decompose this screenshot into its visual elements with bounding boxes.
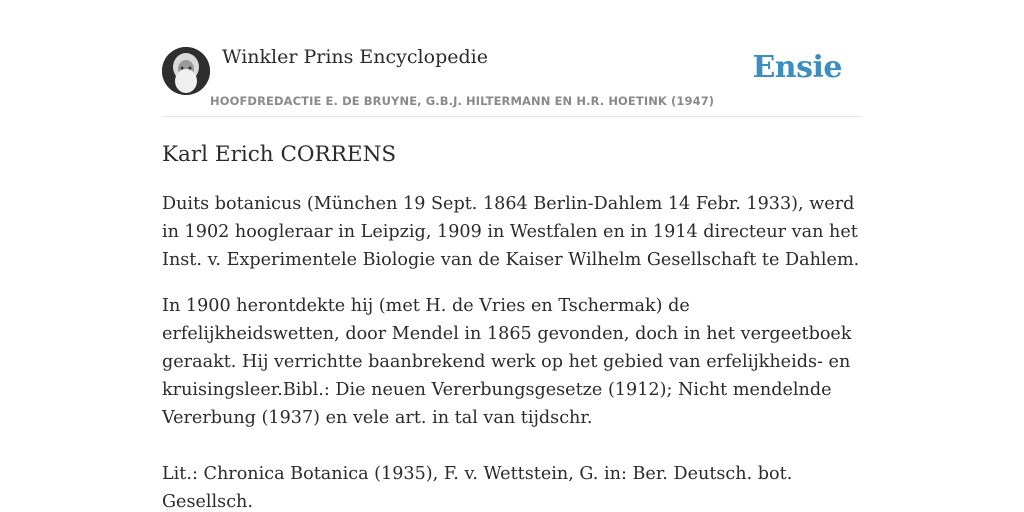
portrait-icon <box>162 47 210 95</box>
article-paragraph: Duits botanicus (München 19 Sept. 1864 Berlin-Dahlem 14 Febr. 1933), werd in 1902 hoogleraar in Leipzig, 1909 in Westfalen en in 1914 directeur van het Inst. v. Experimentele Biologie van de Kaiser Wilhelm Gesellschaft te Dahlem. <box>162 194 860 270</box>
article-title: Karl Erich CORRENS <box>162 142 397 167</box>
site-title[interactable]: Winkler Prins Encyclopedie <box>222 46 488 68</box>
editors-credit: HOOFDREDACTIE E. DE BRUYNE, G.B.J. HILTERMANN EN H.R. HOETINK (1947) <box>210 94 715 108</box>
portrait-avatar[interactable] <box>162 47 210 95</box>
ensie-logo[interactable]: Ensie <box>752 50 842 85</box>
article <box>162 140 862 512</box>
article-paragraph: In 1900 herontdekte hij (met H. de Vries en Tschermak) de erfelijkheidswetten, door Mendel in 1865 gevonden, doch in het vergeetboek geraakt. Hij verrichtte baanbrekend werk op het gebied van erfelijkheids- en kruisingsleer.Bibl.: Die neuen Vererbungsgesetze (1912); Nicht mendelnde Vererbung (1937) en vele art. in tal van tijdschr. <box>162 296 852 428</box>
site-header <box>162 44 862 117</box>
literature-reference: Lit.: Chronica Botanica (1935), F. v. Wettstein, G. in: Ber. Deutsch. bot. Gesellsch. <box>162 464 793 512</box>
